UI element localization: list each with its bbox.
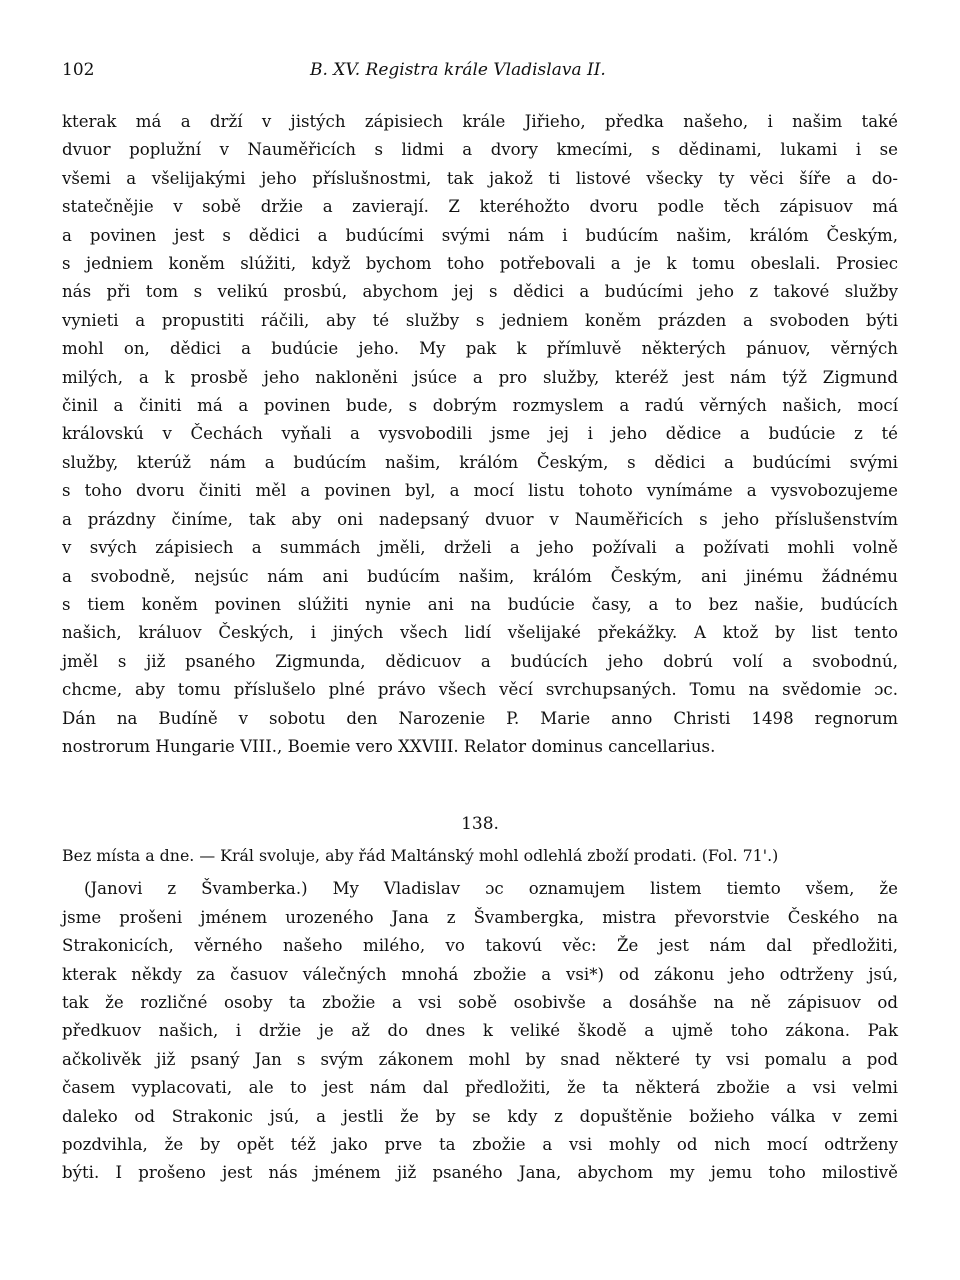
text-line: a prázdny činíme, tak aby oni nadepsaný dvuor v Nauměřicích s jeho příslušenstvím [62, 509, 898, 529]
document-137-continuation [62, 108, 898, 761]
text-line: daleko od Strakonic jsú, a jestli že by se kdy z dopuštěnie božieho válka v zemi [62, 1106, 898, 1126]
text-line: milých, a k prosbě jeho nakloněni jsúce a pro služby, kteréž jest nám týž Zigmund [62, 367, 898, 387]
text-line: našich, králuov Českých, i jiných všech lidí všelijaké překážky. A ktož by list tento [62, 623, 898, 643]
text-line: ačkolivěk již psaný Jan s svým zákonem mohl by snad některé ty vsi pomalu a pod [62, 1049, 898, 1069]
text-line: mohl on, dědici a budúcie jeho. My pak k přímluvě některých pánuov, věrných [62, 339, 898, 359]
text-line: kterak někdy za časuov válečných mnohá zbožie a vsi*) od zákonu jeho odtrženy jsú, [62, 964, 898, 984]
document-regest: Bez místa a dne. — Král svoluje, aby řád Maltánský mohl odlehlá zboží prodati. (Fol. 71'.) [62, 846, 779, 866]
text-line: časem vyplacovati, ale to jest nám dal předložiti, že ta některá zbožie a vsi velmi [62, 1078, 898, 1098]
page-number: 102 [62, 60, 95, 80]
text-line: jměl s již psaného Zigmunda, dědicuov a budúcích jeho dobrú volí a svobodnú, [62, 651, 898, 671]
text-line: v svých zápisiech a summách jměli, drželi a jeho požívali a požívati mohli volně [62, 538, 898, 558]
text-line: chcme, aby tomu příslušelo plné právo všech věcí svrchupsaných. Tomu na svědomie ɔc. [62, 680, 898, 700]
text-line: nás při tom s velikú prosbú, abychom jej s dědici a budúcími jeho z takové služby [62, 282, 898, 302]
text-line: pozdvihla, že by opět též jako prve ta zbožie a vsi mohly od nich mocí odtrženy [62, 1135, 898, 1154]
text-line: jsme prošeni jménem urozeného Jana z Švambergka, mistra převorstvie Českého na [62, 907, 898, 927]
text-line: kterak má a drží v jistých zápisiech krále Jiřieho, předka našeho, i našim také [62, 112, 898, 131]
text-line: s toho dvoru činiti měl a povinen byl, a mocí listu tohoto vynímáme a vysvobozujeme [62, 481, 898, 501]
text-line: vynieti a propustiti ráčili, aby té služby s jedniem koněm prázden a svoboden býti [62, 310, 898, 330]
text-line: s tiem koněm povinen slúžiti nynie ani na budúcie časy, a to bez našie, budúcích [62, 594, 898, 614]
text-line: dvuor poplužní v Nauměřicích s lidmi a dvory kmecími, s dědinami, lukami i se [62, 140, 898, 160]
text-line: (Janovi z Švamberka.) My Vladislav ɔc oznamujem listem tiemto všem, že [84, 879, 898, 899]
page [62, 56, 898, 1188]
page-header [62, 56, 898, 86]
text-line: a povinen jest s dědici a budúcími svými nám i budúcím našim, králóm Českým, [62, 225, 898, 245]
text-line: s jedniem koněm slúžiti, když bychom toho potřebovali a je k tomu obeslali. Prosiec [62, 254, 898, 274]
text-line: všemi a všelijakými jeho příslušnostmi, tak jakož ti listové všecky ty věci šíře a do- [62, 168, 898, 188]
running-head: B. XV. Registra krále Vladislava II. [310, 60, 606, 80]
text-line: býti. I prošeno jest nás jménem již psaného Jana, abychom my jemu toho milostivě [62, 1163, 898, 1183]
text-line: královskú v Čechách vyňali a vysvobodili jsme jej i jeho dědice a budúcie z té [62, 424, 898, 444]
text-line: statečnějie v sobě držie a zavierají. Z kteréhožto dvoru podle těch zápisuov má [62, 197, 898, 217]
text-line: tak že rozličné osoby ta zbožie a vsi sobě osobivše a dosáhše na ně zápisuov od [62, 992, 898, 1012]
text-line: Dán na Budíně v sobotu den Narozenie P. Marie anno Christi 1498 regnorum [62, 708, 898, 728]
text-line: služby, kterúž nám a budúcím našim, králóm Českým, s dědici a budúcími svými [62, 452, 898, 472]
text-line: nostrorum Hungarie VIII., Boemie vero XXVIII. Relator dominus cancellarius. [62, 736, 716, 756]
text-line: činil a činiti má a povinen bude, s dobrým rozmyslem a radú věrných našich, mocí [62, 396, 898, 416]
document-number: 138. [461, 814, 499, 835]
text-line: a svobodně, nejsúc nám ani budúcím našim, králóm Českým, ani jinému žádnému [62, 566, 898, 586]
text-line: Strakonicích, věrného našeho milého, vo takovú věc: Že jest nám dal předložiti, [62, 936, 898, 956]
document-138-text [62, 875, 898, 1187]
text-line: předkuov našich, i držie je až do dnes k veliké škodě a ujmě toho zákona. Pak [62, 1021, 898, 1041]
